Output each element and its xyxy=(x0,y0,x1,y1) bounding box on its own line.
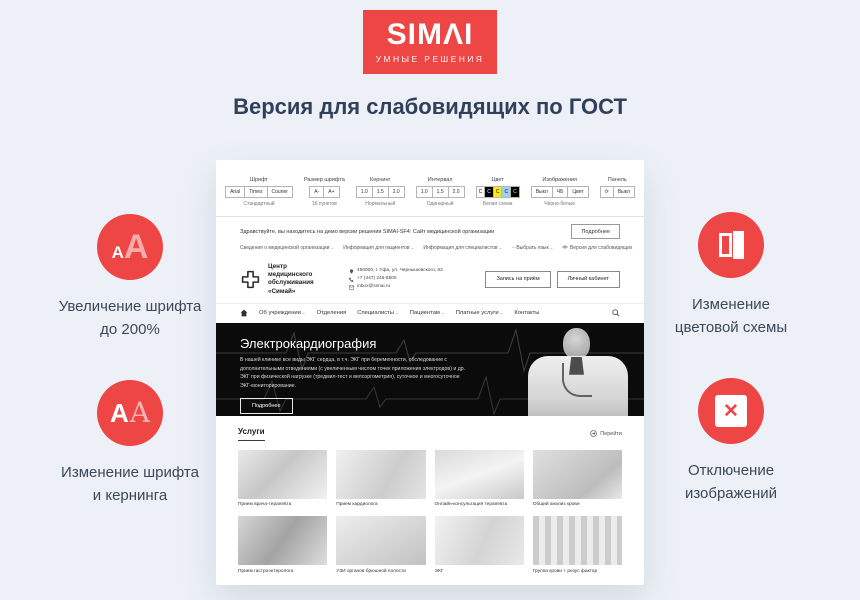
home-icon[interactable] xyxy=(240,309,248,317)
nav-item-contacts[interactable]: Контакты xyxy=(514,309,540,316)
nav-item-departments[interactable]: Отделения xyxy=(316,309,347,316)
service-photo xyxy=(533,450,622,499)
font-change-icon: A A xyxy=(97,380,163,446)
service-card[interactable]: Группа крови + резус фактор xyxy=(533,516,622,574)
service-photo xyxy=(336,450,425,499)
notice-more-button[interactable]: Подробнее xyxy=(571,224,620,239)
services-grid xyxy=(238,450,622,574)
color-black-button[interactable]: C xyxy=(484,186,494,198)
chevron-down-icon: ⌄ xyxy=(498,245,503,250)
callout-font-size xyxy=(35,214,225,341)
stethoscope-graphic xyxy=(562,363,592,397)
nav-item-about[interactable]: Об учреждении⌄ xyxy=(259,309,306,316)
clinic-logo-icon xyxy=(240,269,261,290)
panel-off-button[interactable]: Выкл xyxy=(613,186,635,198)
toolbar-group-font-size: Размер шрифта A- A+ 16 пунктов xyxy=(303,177,345,207)
toolbar-group-panel: Панель ⟳ Выкл xyxy=(600,177,635,198)
font-smaller-button[interactable]: A- xyxy=(309,186,324,198)
callout-label: Увеличение шрифта до 200% xyxy=(58,298,202,338)
service-photo xyxy=(533,516,622,565)
images-off-button[interactable]: Выкл xyxy=(531,186,553,198)
top-nav-item-patients-info[interactable]: Информация для пациентов⌄ xyxy=(343,245,415,251)
language-select[interactable]: Выбрать язык⌄ xyxy=(516,245,554,251)
chevron-down-icon: ⌄ xyxy=(549,245,554,250)
interval-1-5-button[interactable]: 1.5 xyxy=(432,186,449,198)
images-color-button[interactable]: Цвет xyxy=(567,186,588,198)
service-card[interactable]: Онлайн-консультация терапевта xyxy=(435,450,524,508)
nav-item-specialists[interactable]: Специалисты⌄ xyxy=(357,309,399,316)
phone-row[interactable]: +7 (347) 246-6500 xyxy=(349,275,443,283)
brand-tagline: УМНЫЕ РЕШЕНИЯ xyxy=(375,54,485,64)
toolbar-group-font: Шрифт Arial Times Courier Стандартный xyxy=(225,177,293,207)
service-photo xyxy=(336,516,425,565)
accessibility-version-link[interactable]: Версия для слабовидящих xyxy=(562,245,632,251)
phone-icon xyxy=(349,277,354,282)
accessibility-toolbar xyxy=(216,160,644,217)
service-card[interactable]: Прием кардиолога xyxy=(336,450,425,508)
images-bw-button[interactable]: ЧБ xyxy=(552,186,569,198)
kerning-2-0-button[interactable]: 2.0 xyxy=(388,186,405,198)
hero-title: Электрокардиография xyxy=(240,335,377,351)
color-scheme-icon xyxy=(698,212,764,278)
chevron-down-icon: ⌄ xyxy=(440,309,445,315)
kerning-1-0-button[interactable]: 1.0 xyxy=(356,186,373,198)
site-mockup xyxy=(216,160,644,585)
toolbar-group-images: Изображения Выкл ЧБ Цвет Чёрно-белые xyxy=(531,177,589,207)
top-nav-more[interactable]: ··· xyxy=(511,245,517,251)
top-nav-item-org-info[interactable]: Сведения о медицинской организации⌄ xyxy=(240,245,335,251)
main-nav xyxy=(216,303,644,323)
appointment-button[interactable]: Запись на приём xyxy=(485,271,550,288)
service-photo xyxy=(435,516,524,565)
interval-2-0-button[interactable]: 2.0 xyxy=(448,186,465,198)
toolbar-group-color: Цвет C C C C C Белая схема xyxy=(476,177,520,207)
font-courier-button[interactable]: Courier xyxy=(267,186,293,198)
chevron-down-icon: ⌄ xyxy=(499,309,504,315)
nav-item-paid-services[interactable]: Платные услуги⌄ xyxy=(455,309,504,316)
callout-label: Изменение цветовой схемы xyxy=(674,296,788,336)
font-increase-icon: A A xyxy=(97,214,163,280)
site-header xyxy=(216,258,644,303)
address-row: 450000, г. Уфа, ул. Чернышевского, 82 xyxy=(349,267,443,275)
chevron-down-icon: ⌄ xyxy=(410,245,415,250)
hero-text: В нашей клинике все виды ЭКГ сердца, в т.ч. ЭКГ при беременности, обследование с дополнительными отведениями (с увеличенным числом точек приложения электродов) и др. ЭКГ при физической нагрузке (тредмил-тест и велоэргометрия), суточное и многосуточное ЭКГ-мониторирование. xyxy=(240,356,466,390)
search-icon[interactable] xyxy=(612,309,620,317)
account-button[interactable]: Личный кабинет xyxy=(557,271,620,288)
doctor-photo xyxy=(512,323,644,416)
page-title: Версия для слабовидящих по ГОСТ xyxy=(233,94,627,119)
service-card[interactable]: Общий анализ крови xyxy=(533,450,622,508)
service-card[interactable]: ЭКГ xyxy=(435,516,524,574)
hero-more-button[interactable]: Подробнее xyxy=(240,398,293,414)
chevron-down-icon: ⌄ xyxy=(330,245,335,250)
brand-name: SIMΛI xyxy=(386,18,474,51)
hero-banner xyxy=(216,323,644,416)
service-card[interactable]: Прием врача-терапевта xyxy=(238,450,327,508)
color-blue-button[interactable]: C xyxy=(501,186,511,198)
service-card[interactable]: УЗИ органов брюшной полости xyxy=(336,516,425,574)
service-photo xyxy=(238,450,327,499)
service-photo xyxy=(435,450,524,499)
eye-icon xyxy=(562,245,568,249)
toolbar-group-kerning: Кернинг 1.0 1.5 2.0 Нормальный xyxy=(356,177,405,207)
nav-item-patients[interactable]: Пациентам⌄ xyxy=(409,309,445,316)
toolbar-group-interval: Интервал 1.0 1.5 2.0 Одинарный xyxy=(416,177,465,207)
site-name: Центр медицинского обслуживания «Симай» xyxy=(268,263,314,295)
email-row[interactable]: inbox@simai.ru xyxy=(349,283,443,291)
goto-arrow-icon xyxy=(590,430,597,437)
panel-reset-button refresh-icon[interactable]: ⟳ xyxy=(600,186,614,198)
images-off-icon: ✕ xyxy=(698,378,764,444)
services-title: Услуги xyxy=(238,427,265,441)
kerning-1-5-button[interactable]: 1.5 xyxy=(372,186,389,198)
callout-label: Отключение изображений xyxy=(684,462,778,502)
color-black-yellow-button[interactable]: C xyxy=(510,186,520,198)
service-card[interactable]: Прием гастроэнтеролога xyxy=(238,516,327,574)
location-pin-icon xyxy=(349,269,354,274)
callout-font-kerning xyxy=(35,380,225,507)
callout-color-scheme xyxy=(636,212,826,339)
callout-label: Изменение шрифта и кернинга xyxy=(61,464,199,504)
callout-images-off xyxy=(636,378,826,505)
contacts-block xyxy=(349,267,443,291)
chevron-down-icon: ⌄ xyxy=(394,309,399,315)
font-times-button[interactable]: Times xyxy=(244,186,267,198)
interval-1-0-button[interactable]: 1.0 xyxy=(416,186,433,198)
service-photo xyxy=(238,516,327,565)
chevron-down-icon: ⌄ xyxy=(301,309,306,315)
font-arial-button[interactable]: Arial xyxy=(225,186,245,198)
color-white-button[interactable]: C xyxy=(476,186,486,198)
top-nav-item-specialists-info[interactable]: Информация для специалистов⌄ xyxy=(423,245,503,251)
demo-notice-bar xyxy=(216,217,644,242)
demo-notice-text: Здравствуйте, вы находитесь на демо версии решения SIMAI-SF4: Сайт медицинской организации xyxy=(240,228,495,235)
services-section xyxy=(216,416,644,574)
top-nav xyxy=(216,242,644,258)
mail-icon xyxy=(349,285,354,290)
font-larger-button[interactable]: A+ xyxy=(323,186,339,198)
color-yellow-button[interactable]: C xyxy=(493,186,503,198)
brand-logo xyxy=(363,10,497,74)
services-goto-link[interactable]: Перейти xyxy=(590,430,622,437)
